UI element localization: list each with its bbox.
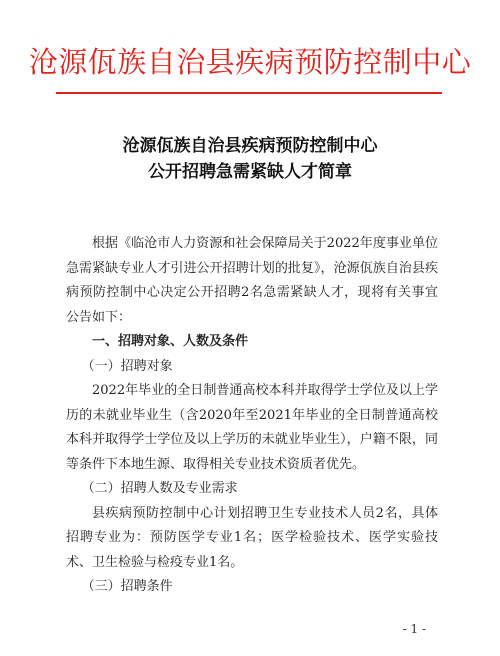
subsection-2-paragraph: 县疾病预防控制中心计划招聘卫生专业技术人员2名，具体招聘专业为：预防医学专业1名；医学检验技术、医学实验技术、卫生检验与检疫专业1名。 bbox=[66, 505, 438, 570]
intro-paragraph: 根据《临沧市人力资源和社会保障局关于2022年度事业单位急需紧缺专业人才引进公开招聘计划的批复》，沧源佤族自治县疾病预防控制中心决定公开招聘2名急需紧缺人才，现将有关事宜公告如下： bbox=[66, 236, 438, 325]
subsection-2-heading: （二）招聘人数及专业需求 bbox=[81, 481, 238, 496]
organization-header: 沧源佤族自治县疾病预防控制中心 bbox=[28, 45, 472, 79]
subsection-3-heading: （三）招聘条件 bbox=[81, 579, 173, 594]
subsection-1-paragraph: 2022年毕业的全日制普通高校本科并取得学士学位及以上学历的未就业毕业生（含2020年至2021年毕业的全日制普通高校本科并取得学士学位及以上学历的未就业毕业生），户籍不限，同等条件下本地生源、取得相关专业技术资质者优先。 bbox=[66, 383, 438, 472]
document-title-line-1: 沧源佤族自治县疾病预防控制中心 bbox=[122, 136, 378, 156]
subsection-1-heading: （一）招聘对象 bbox=[81, 358, 173, 374]
header-red-rule bbox=[56, 92, 442, 94]
document-body bbox=[66, 232, 438, 600]
document-title-line-2: 公开招聘急需紧缺人才简章 bbox=[148, 162, 352, 182]
page-number: - 1 - bbox=[402, 622, 426, 636]
section-1-heading: 一、招聘对象、人数及条件 bbox=[92, 334, 249, 349]
